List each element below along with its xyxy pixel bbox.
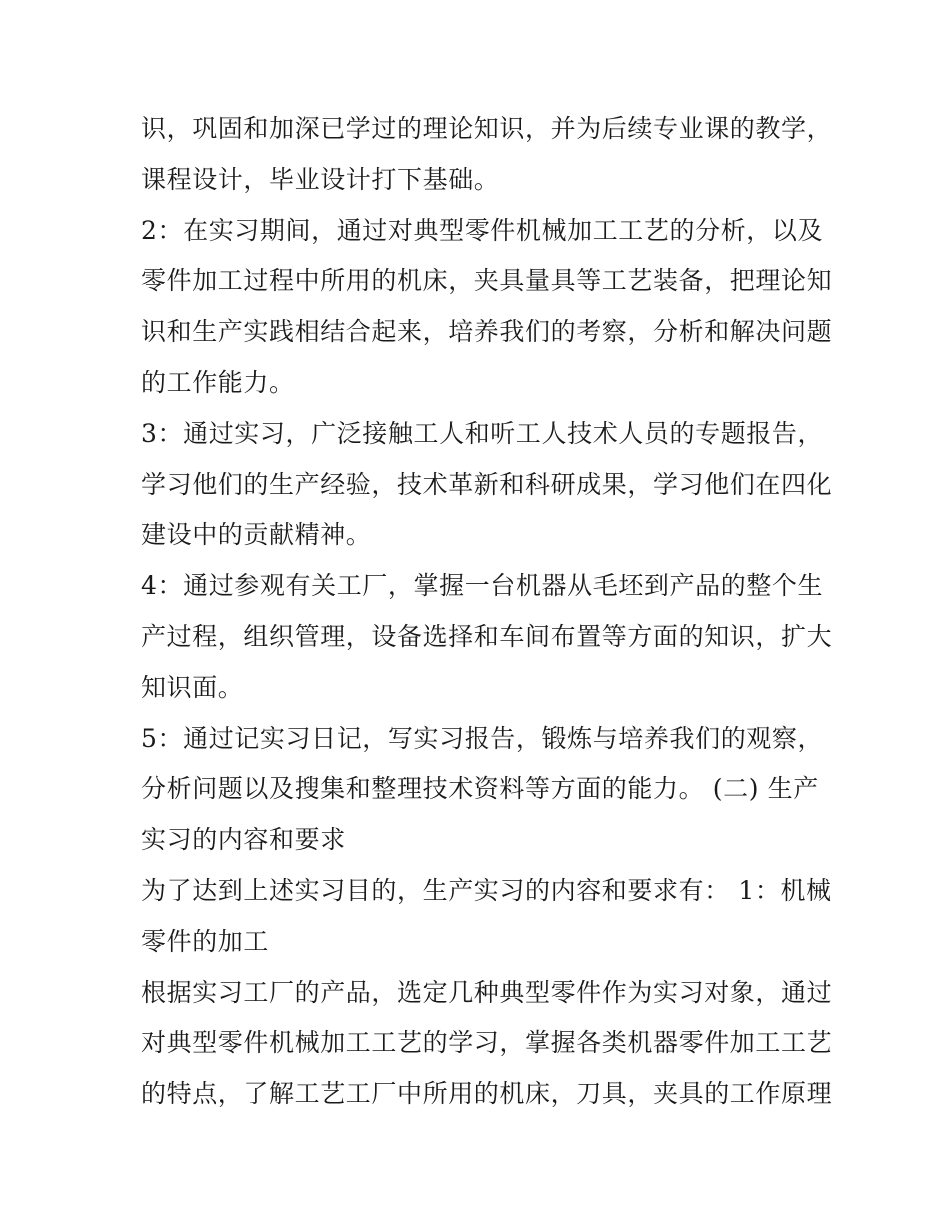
text-line: 5：通过记实习日记，写实习报告，锻炼与培养我们的观察，	[141, 723, 824, 753]
text-line: 识，巩固和加深已学过的理论知识，并为后续专业课的教学，	[141, 114, 833, 143]
text-line: 的特点，了解工艺工厂中所用的机床，刀具，夹具的工作原理	[141, 1079, 833, 1109]
text-line: 2：在实习期间，通过对典型零件机械加工工艺的分析，以及	[141, 215, 824, 245]
text-line: 识和生产实践相结合起来，培养我们的考察，分析和解决问题	[141, 317, 833, 347]
text-line: 课程设计，毕业设计打下基础。	[141, 164, 500, 194]
text-line: 对典型零件机械加工工艺的学习，掌握各类机器零件加工工艺	[141, 1028, 833, 1058]
text-line: 学习他们的生产经验，技术革新和科研成果，学习他们在四化	[141, 469, 833, 499]
text-line: 分析问题以及搜集和整理技术资料等方面的能力。 (二) 生产	[141, 774, 819, 804]
text-line: 3：通过实习，广泛接触工人和听工人技术人员的专题报告，	[141, 418, 824, 448]
text-line: 建设中的贡献精神。	[141, 520, 372, 550]
text-line: 零件的加工	[141, 926, 270, 956]
text-line: 知识面。	[141, 672, 244, 702]
text-line: 4：通过参观有关工厂，掌握一台机器从毛坯到产品的整个生	[141, 571, 824, 601]
text-line: 零件加工过程中所用的机床，夹具量具等工艺装备，把理论知	[141, 266, 833, 296]
text-line: 根据实习工厂的产品，选定几种典型零件作为实习对象，通过	[141, 977, 833, 1007]
text-line: 的工作能力。	[141, 367, 295, 397]
text-line: 实习的内容和要求	[141, 825, 346, 855]
text-line: 为了达到上述实习目的，生产实习的内容和要求有： 1：机械	[141, 875, 832, 905]
body-text	[141, 104, 833, 1120]
text-line: 产过程，组织管理，设备选择和车间布置等方面的知识，扩大	[141, 621, 833, 651]
